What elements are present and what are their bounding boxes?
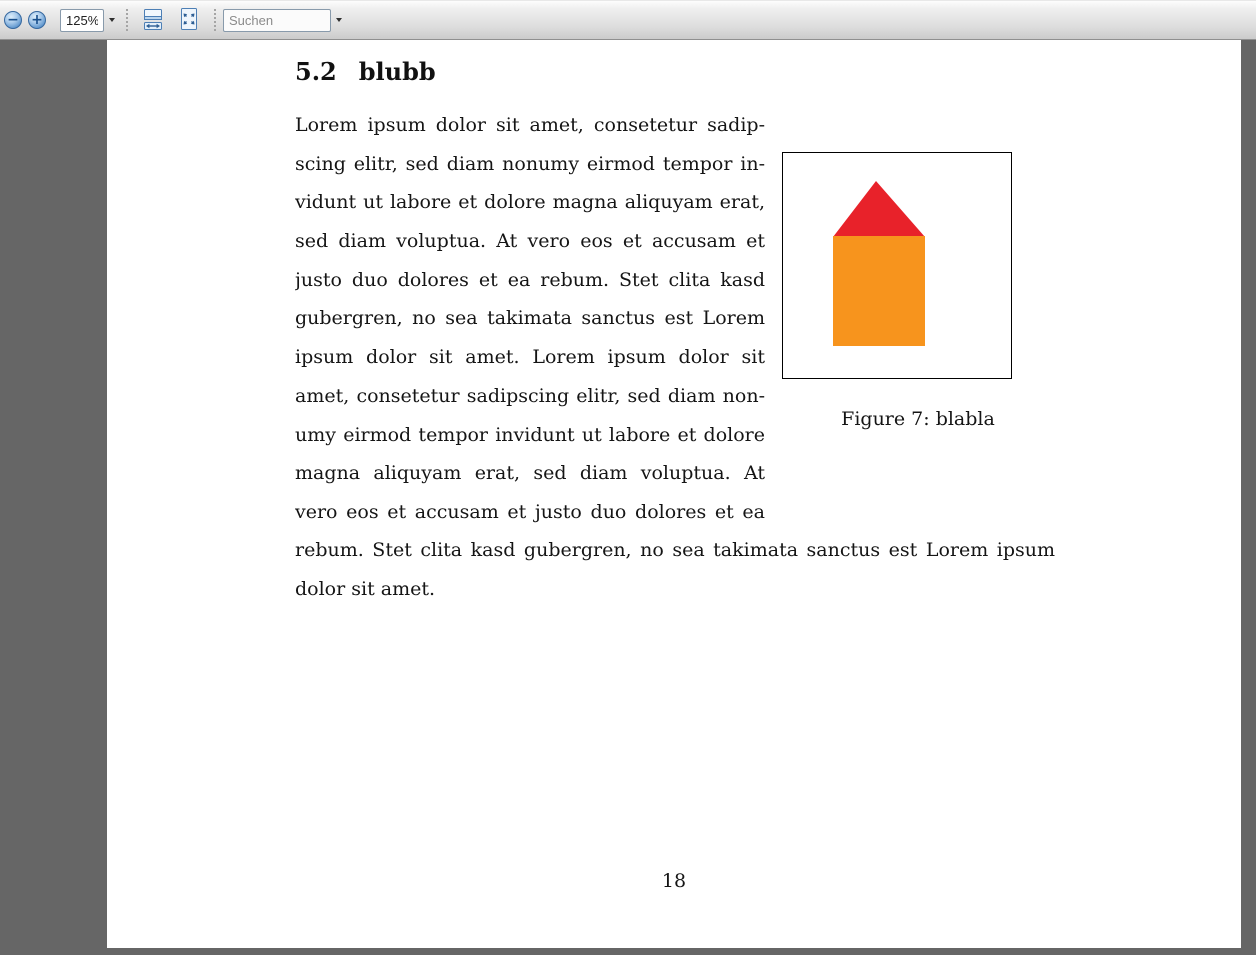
figure-box: [782, 152, 1012, 379]
text-line: vero eos et accusam et justo duo dolores et ea: [295, 500, 765, 523]
fit-page-button[interactable]: [176, 7, 202, 33]
zoom-level-combo: [52, 9, 119, 32]
house-figure: [783, 153, 1011, 378]
search-combo: [223, 9, 346, 32]
body-text-wrapped-column: [295, 106, 765, 532]
fit-page-icon: [177, 7, 201, 31]
house-roof-triangle: [833, 181, 925, 237]
chevron-down-icon: [109, 18, 115, 22]
figure-caption: Figure 7: blabla: [841, 408, 995, 430]
fit-width-icon: [141, 7, 165, 31]
zoom-out-button[interactable]: −: [4, 11, 22, 29]
document-viewport[interactable]: [0, 40, 1256, 955]
section-number: 5.2: [295, 57, 337, 86]
text-line: vidunt ut labore et dolore magna aliquyam erat,: [295, 191, 765, 214]
search-dropdown-button[interactable]: [331, 9, 346, 32]
text-line: rebum. Stet clita kasd gubergren, no sea takimata sanctus est Lorem ipsum: [295, 539, 1055, 561]
text-line: dolor sit amet.: [295, 577, 436, 600]
text-line: sed diam voluptua. At vero eos et accusam et: [295, 230, 765, 253]
house-body-rect: [833, 236, 925, 346]
document-page: [107, 40, 1241, 948]
chevron-down-icon: [336, 18, 342, 22]
fit-width-button[interactable]: [140, 7, 166, 33]
text-line: magna aliquyam erat, sed diam voluptua. At: [295, 462, 765, 485]
text-line: ipsum dolor sit amet. Lorem ipsum dolor sit: [295, 346, 765, 369]
body-text-full-width: [295, 531, 1055, 608]
page-number: 18: [661, 870, 687, 892]
zoom-level-input[interactable]: [60, 9, 104, 32]
toolbar-gripper: [126, 9, 128, 31]
text-line: gubergren, no sea takimata sanctus est Lorem: [295, 307, 765, 330]
search-input[interactable]: [223, 9, 331, 32]
section-title: blubb: [358, 57, 436, 86]
text-line: scing elitr, sed diam nonumy eirmod tempor in-: [295, 152, 765, 175]
zoom-in-button[interactable]: +: [28, 11, 46, 29]
text-line: justo duo dolores et ea rebum. Stet clita kasd: [295, 268, 765, 291]
toolbar-gripper: [214, 9, 216, 31]
text-line: amet, consetetur sadipscing elitr, sed diam non-: [295, 384, 765, 407]
toolbar: [0, 0, 1256, 40]
section-heading: [295, 56, 436, 88]
zoom-level-dropdown-button[interactable]: [104, 9, 119, 32]
text-line: umy eirmod tempor invidunt ut labore et dolore: [295, 423, 765, 446]
text-line: Lorem ipsum dolor sit amet, consetetur sadip-: [295, 114, 765, 136]
